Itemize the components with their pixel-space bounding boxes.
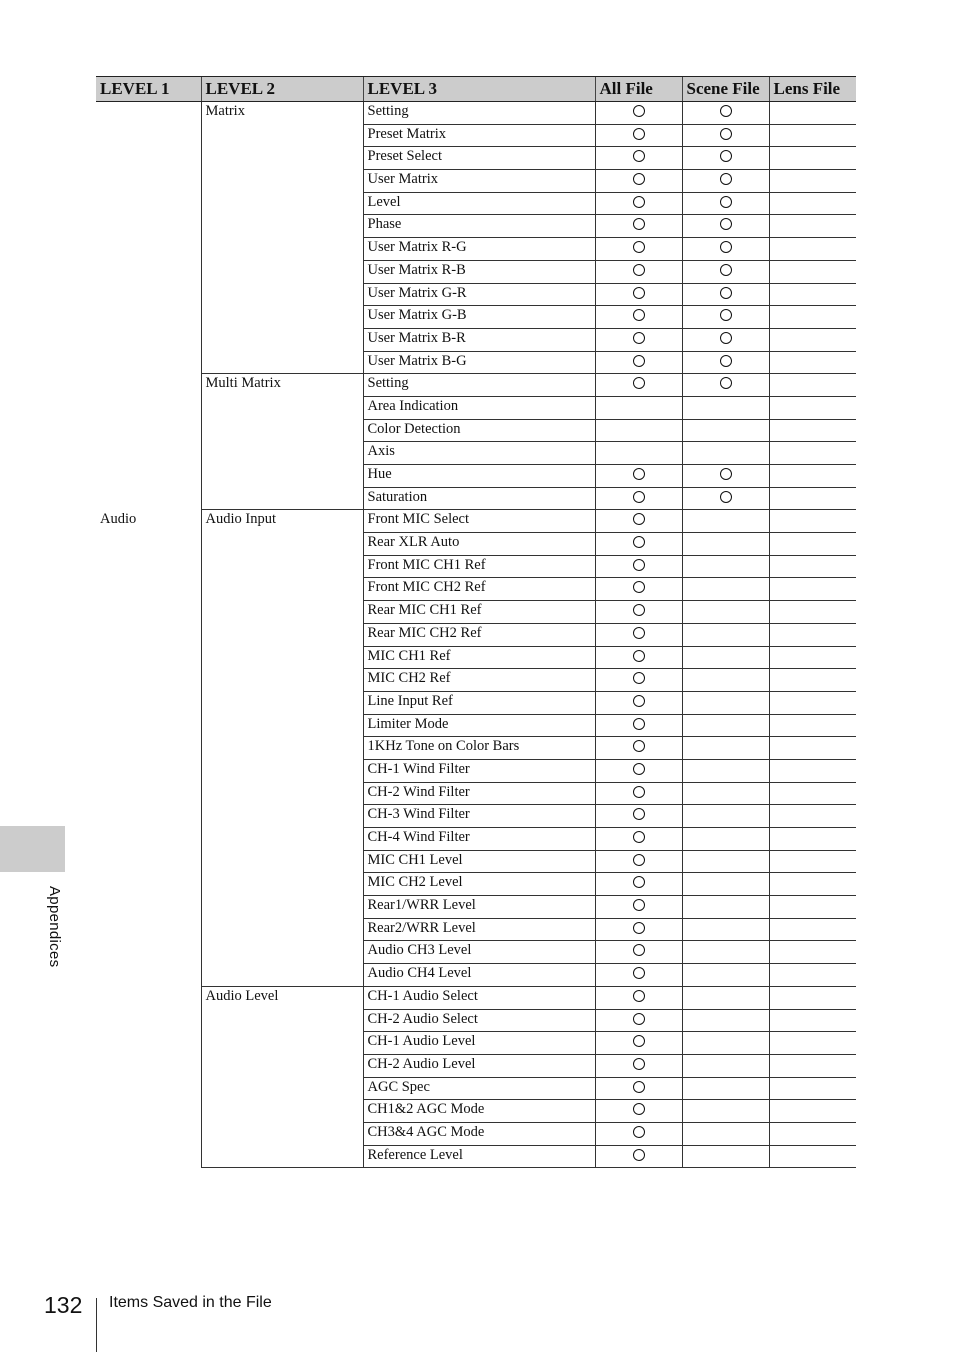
all-file-cell [595,465,682,488]
all-file-cell [595,1032,682,1055]
level-3-cell: CH-1 Wind Filter [363,759,595,782]
scene-file-cell [682,419,769,442]
level-3-cell: CH-1 Audio Select [363,986,595,1009]
circle-mark-icon [633,196,645,208]
scene-file-cell [682,1100,769,1123]
circle-mark-icon [633,287,645,299]
all-file-cell [595,737,682,760]
scene-file-cell [682,782,769,805]
circle-mark-icon [633,536,645,548]
lens-file-cell [769,396,856,419]
all-file-cell [595,124,682,147]
circle-mark-icon [633,581,645,593]
lens-file-cell [769,714,856,737]
lens-file-cell [769,419,856,442]
circle-mark-icon [720,173,732,185]
scene-file-cell [682,578,769,601]
lens-file-cell [769,986,856,1009]
all-file-cell [595,691,682,714]
level-3-cell: MIC CH2 Ref [363,669,595,692]
circle-mark-icon [720,287,732,299]
scene-file-cell [682,691,769,714]
circle-mark-icon [633,854,645,866]
all-file-cell [595,873,682,896]
scene-file-cell [682,737,769,760]
all-file-cell [595,805,682,828]
all-file-cell [595,147,682,170]
level-3-cell: Rear MIC CH2 Ref [363,623,595,646]
level-3-cell: Audio CH3 Level [363,941,595,964]
level-3-cell: User Matrix G-R [363,283,595,306]
level-3-cell: User Matrix R-B [363,260,595,283]
circle-mark-icon [633,1013,645,1025]
level-3-cell: User Matrix [363,170,595,193]
scene-file-cell [682,805,769,828]
all-file-cell [595,850,682,873]
lens-file-cell [769,283,856,306]
header-level-1: LEVEL 1 [96,77,201,102]
level-3-cell: Reference Level [363,1145,595,1168]
all-file-cell [595,1122,682,1145]
scene-file-cell [682,374,769,397]
scene-file-cell [682,1145,769,1168]
lens-file-cell [769,1122,856,1145]
table-row [96,102,856,125]
items-saved-table [96,76,856,1168]
table-row [96,986,856,1009]
circle-mark-icon [633,355,645,367]
circle-mark-icon [633,377,645,389]
scene-file-cell [682,328,769,351]
level-3-cell: Level [363,192,595,215]
scene-file-cell [682,1077,769,1100]
all-file-cell [595,759,682,782]
level-3-cell: User Matrix B-G [363,351,595,374]
scene-file-cell [682,510,769,533]
lens-file-cell [769,1145,856,1168]
level-2-cell: Audio Level [201,986,363,1168]
scene-file-cell [682,1054,769,1077]
circle-mark-icon [633,650,645,662]
circle-mark-icon [633,672,645,684]
scene-file-cell [682,828,769,851]
level-3-cell: Limiter Mode [363,714,595,737]
circle-mark-icon [633,513,645,525]
all-file-cell [595,351,682,374]
circle-mark-icon [633,763,645,775]
level-3-cell: Phase [363,215,595,238]
circle-mark-icon [720,241,732,253]
level-3-cell: Audio CH4 Level [363,964,595,987]
lens-file-cell [769,238,856,261]
lens-file-cell [769,465,856,488]
all-file-cell [595,623,682,646]
circle-mark-icon [633,899,645,911]
all-file-cell [595,918,682,941]
lens-file-cell [769,941,856,964]
circle-mark-icon [720,150,732,162]
lens-file-cell [769,124,856,147]
lens-file-cell [769,1032,856,1055]
level-3-cell: Front MIC Select [363,510,595,533]
section-tab-label: Appendices [46,886,63,968]
level-3-cell: Rear MIC CH1 Ref [363,601,595,624]
all-file-cell [595,941,682,964]
circle-mark-icon [720,309,732,321]
lens-file-cell [769,510,856,533]
all-file-cell [595,578,682,601]
lens-file-cell [769,306,856,329]
level-3-cell: CH-2 Wind Filter [363,782,595,805]
circle-mark-icon [633,1149,645,1161]
level-3-cell: Front MIC CH1 Ref [363,555,595,578]
all-file-cell [595,986,682,1009]
lens-file-cell [769,442,856,465]
lens-file-cell [769,1077,856,1100]
circle-mark-icon [633,1126,645,1138]
lens-file-cell [769,328,856,351]
all-file-cell [595,260,682,283]
level-3-cell: Saturation [363,487,595,510]
all-file-cell [595,396,682,419]
lens-file-cell [769,487,856,510]
all-file-cell [595,964,682,987]
level-1-cell: Audio [100,510,137,527]
table-body [96,102,856,1168]
level-3-cell: Color Detection [363,419,595,442]
circle-mark-icon [633,559,645,571]
scene-file-cell [682,124,769,147]
scene-file-cell [682,759,769,782]
lens-file-cell [769,601,856,624]
level-3-cell: CH-4 Wind Filter [363,828,595,851]
lens-file-cell [769,850,856,873]
lens-file-cell [769,578,856,601]
circle-mark-icon [633,241,645,253]
section-tab [0,826,65,872]
circle-mark-icon [633,491,645,503]
circle-mark-icon [633,1035,645,1047]
level-3-cell: MIC CH1 Ref [363,646,595,669]
circle-mark-icon [633,604,645,616]
all-file-cell [595,510,682,533]
circle-mark-icon [720,491,732,503]
circle-mark-icon [720,196,732,208]
circle-mark-icon [633,150,645,162]
circle-mark-icon [633,128,645,140]
lens-file-cell [769,192,856,215]
all-file-cell [595,714,682,737]
lens-file-cell [769,759,856,782]
circle-mark-icon [633,173,645,185]
footer-section-title: Items Saved in the File [109,1294,272,1311]
scene-file-cell [682,351,769,374]
lens-file-cell [769,102,856,125]
circle-mark-icon [720,264,732,276]
scene-file-cell [682,147,769,170]
all-file-cell [595,1077,682,1100]
all-file-cell [595,896,682,919]
circle-mark-icon [633,786,645,798]
lens-file-cell [769,896,856,919]
circle-mark-icon [720,355,732,367]
circle-mark-icon [633,740,645,752]
circle-mark-icon [633,876,645,888]
table-row [96,374,856,397]
page-number: 132 [44,1292,83,1318]
level-3-cell: Rear XLR Auto [363,533,595,556]
lens-file-cell [769,374,856,397]
all-file-cell [595,533,682,556]
scene-file-cell [682,238,769,261]
circle-mark-icon [633,831,645,843]
header-scene-file: Scene File [682,77,769,102]
lens-file-cell [769,533,856,556]
scene-file-cell [682,487,769,510]
lens-file-cell [769,918,856,941]
header-level-3: LEVEL 3 [363,77,595,102]
level-3-cell: Front MIC CH2 Ref [363,578,595,601]
lens-file-cell [769,147,856,170]
scene-file-cell [682,873,769,896]
lens-file-cell [769,215,856,238]
circle-mark-icon [633,922,645,934]
level-3-cell: User Matrix G-B [363,306,595,329]
scene-file-cell [682,646,769,669]
lens-file-cell [769,1009,856,1032]
lens-file-cell [769,260,856,283]
lens-file-cell [769,828,856,851]
level-3-cell: Area Indication [363,396,595,419]
level-3-cell: AGC Spec [363,1077,595,1100]
level-3-cell: Axis [363,442,595,465]
circle-mark-icon [633,1103,645,1115]
scene-file-cell [682,918,769,941]
level-2-cell: Audio Input [201,510,363,986]
level-3-cell: Hue [363,465,595,488]
scene-file-cell [682,170,769,193]
lens-file-cell [769,646,856,669]
scene-file-cell [682,442,769,465]
level-3-cell: CH1&2 AGC Mode [363,1100,595,1123]
circle-mark-icon [633,1081,645,1093]
circle-mark-icon [633,468,645,480]
all-file-cell [595,555,682,578]
scene-file-cell [682,283,769,306]
scene-file-cell [682,102,769,125]
all-file-cell [595,646,682,669]
level-3-cell: Rear1/WRR Level [363,896,595,919]
level-3-cell: MIC CH1 Level [363,850,595,873]
circle-mark-icon [720,468,732,480]
table-header-row [96,77,856,102]
circle-mark-icon [633,808,645,820]
header-level-2: LEVEL 2 [201,77,363,102]
circle-mark-icon [720,128,732,140]
all-file-cell [595,283,682,306]
header-lens-file: Lens File [769,77,856,102]
table-row [96,510,856,533]
all-file-cell [595,1100,682,1123]
circle-mark-icon [633,309,645,321]
all-file-cell [595,1054,682,1077]
all-file-cell [595,192,682,215]
scene-file-cell [682,306,769,329]
scene-file-cell [682,1122,769,1145]
all-file-cell [595,419,682,442]
circle-mark-icon [633,695,645,707]
level-2-cell: Matrix [201,102,363,374]
circle-mark-icon [633,218,645,230]
circle-mark-icon [633,332,645,344]
all-file-cell [595,374,682,397]
scene-file-cell [682,964,769,987]
all-file-cell [595,1145,682,1168]
circle-mark-icon [633,1058,645,1070]
circle-mark-icon [720,105,732,117]
lens-file-cell [769,669,856,692]
scene-file-cell [682,465,769,488]
lens-file-cell [769,1100,856,1123]
level-3-cell: MIC CH2 Level [363,873,595,896]
scene-file-cell [682,714,769,737]
level-3-cell: CH-2 Audio Level [363,1054,595,1077]
circle-mark-icon [633,944,645,956]
level-1-cell [96,102,201,510]
scene-file-cell [682,986,769,1009]
header-all-file: All File [595,77,682,102]
lens-file-cell [769,351,856,374]
circle-mark-icon [633,967,645,979]
scene-file-cell [682,260,769,283]
circle-mark-icon [720,218,732,230]
all-file-cell [595,442,682,465]
level-3-cell: Preset Matrix [363,124,595,147]
scene-file-cell [682,215,769,238]
scene-file-cell [682,1032,769,1055]
scene-file-cell [682,533,769,556]
lens-file-cell [769,873,856,896]
lens-file-cell [769,964,856,987]
all-file-cell [595,170,682,193]
lens-file-cell [769,1054,856,1077]
lens-file-cell [769,691,856,714]
lens-file-cell [769,805,856,828]
level-3-cell: CH3&4 AGC Mode [363,1122,595,1145]
scene-file-cell [682,396,769,419]
scene-file-cell [682,850,769,873]
level-3-cell: CH-3 Wind Filter [363,805,595,828]
scene-file-cell [682,192,769,215]
all-file-cell [595,1009,682,1032]
all-file-cell [595,328,682,351]
level-3-cell: Rear2/WRR Level [363,918,595,941]
level-2-cell: Multi Matrix [201,374,363,510]
level-3-cell: CH-2 Audio Select [363,1009,595,1032]
level-3-cell: Setting [363,374,595,397]
lens-file-cell [769,623,856,646]
circle-mark-icon [633,105,645,117]
all-file-cell [595,102,682,125]
scene-file-cell [682,669,769,692]
footer-divider [96,1298,97,1352]
circle-mark-icon [720,377,732,389]
level-3-cell: CH-1 Audio Level [363,1032,595,1055]
lens-file-cell [769,737,856,760]
circle-mark-icon [633,264,645,276]
scene-file-cell [682,623,769,646]
all-file-cell [595,306,682,329]
all-file-cell [595,669,682,692]
circle-mark-icon [633,990,645,1002]
scene-file-cell [682,1009,769,1032]
circle-mark-icon [720,332,732,344]
all-file-cell [595,828,682,851]
level-3-cell: Preset Select [363,147,595,170]
level-3-cell: Line Input Ref [363,691,595,714]
all-file-cell [595,782,682,805]
scene-file-cell [682,555,769,578]
level-3-cell: User Matrix B-R [363,328,595,351]
lens-file-cell [769,555,856,578]
circle-mark-icon [633,627,645,639]
level-3-cell: User Matrix R-G [363,238,595,261]
lens-file-cell [769,170,856,193]
all-file-cell [595,238,682,261]
all-file-cell [595,487,682,510]
level-3-cell: Setting [363,102,595,125]
all-file-cell [595,215,682,238]
scene-file-cell [682,896,769,919]
scene-file-cell [682,941,769,964]
lens-file-cell [769,782,856,805]
circle-mark-icon [633,718,645,730]
all-file-cell [595,601,682,624]
level-3-cell: 1KHz Tone on Color Bars [363,737,595,760]
scene-file-cell [682,601,769,624]
